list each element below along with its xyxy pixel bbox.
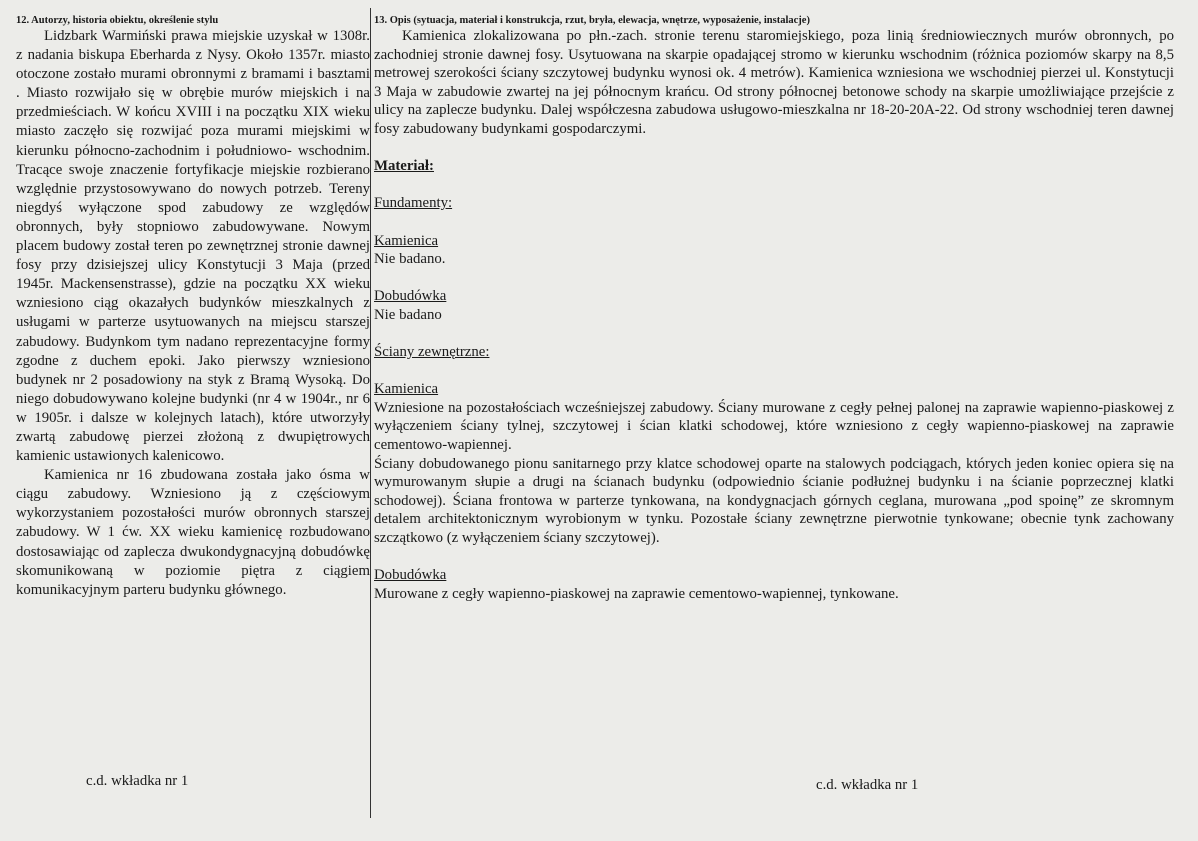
sciany-dobudowka-text: Murowane z cegły wapienno-piaskowej na zaprawie cementowo-wapiennej, tynkowane. [374,585,899,602]
location-paragraph: Kamienica zlokalizowana po płn.-zach. stronie terenu staromiejskiego, poza linią średniowiecznych murów obronnych, po zachodniej stronie dawnej fosy. Usytuowana na skarpie opadającej stromo w kierunku wschodnim (różnica poziomów skarpy na 8,5 metrowej szerokości ściany szczytowej budynku wynosi ok. 4 metrów). Kamienica wzniesiona we wschodniej pierzei ul. Konstytucji 3 Maja w zabudowie zwartej na jej północnym krańcu. Od strony północnej betonowe schody na skarpie umożliwiające przejście z ulicy na zaplecze budynku. Dalej współczesna zabudowa usługowo-mieszkalna nr 18-20-20A-22. Od strony wschodniej teren dawnej fosy zabudowany budynkami gospodarczymi. [374,28,1174,137]
sciany-kamienica-text-2: Ściany dobudowanego pionu sanitarnego przy klatce schodowej oparte na stalowych podciągach, których jeden koniec opiera się na wymurowanym słupie a drugi na ścianach budynku (odpowiednio ścianie podłużnej budynku i na ścianie poprzecznej klatki schodowej). Ściana frontowa w parterze tynkowana, na kondygnacjach górnych ceglana, murowana „pod spoinę” ze skromnym detalem architektonicznym wyrobionym w tynku. Pozostałe ściany zewnętrzne pierwotnie tynkowane; obecnie tynk zachowany szczątkowo (z wyłączeniem ściany szczytowej). [374,455,1174,547]
fundamenty-heading: Fundamenty: [374,195,453,212]
material-heading: Materiał: [374,158,434,175]
fundamenty-kamienica-label: Kamienica [374,232,439,249]
history-paragraph-1: Lidzbark Warmiński prawa miejskie uzyskał w 1308r. z nadania biskupa Eberharda z Nysy. Około 1357r. miasto otoczone zostało murami obronnymi z bramami i basztami . Miasto rozwijało się w obrębie murów miejskich i na przedmieściach. W końcu XVIII i na początku XIX wieku miasto zaczęło się rozwijać poza murami miejskimi w kierunku północno-zachodnim i południowo- wschodnim. Tracące swoje znaczenie fortyfikacje miejskie rozbierano względnie przystosowywano do nowych potrzeb. Tereny niegdyś wyłączone spod zabudowy ze względów obronnych, były stopniowo zabudowywane. Nowym placem budowy został teren po zewnętrznej stronie dawnej fosy przy dzisiejszej ulicy Konstytucji 3 Maja (przed 1945r. Mackensenstrasse), gdzie na początku XX wieku wzniesiono ciąg okazałych budynków mieszkalnych z usługami w parterze usytuowanych na miejscu starszej zabudowy. Budynkom tym nadano reprezentacyjne formy zgodne z duchem epoki. Jako pierwszy wzniesiono budynek nr 2 posadowiony na styk z Bramą Wysoką. Do niego dobudowywano kolejne budynki (nr 4 w 1904r., nr 6 w 1905r. i dalsze w kolejnych latach), które utworzyły zwartą zabudowę pierzei złożoną z dwupiętrowych kamienic ustawionych kalenicowo. [16,28,370,465]
description-text [374,27,1174,603]
sciany-kamienica-text-1: Wzniesione na pozostałościach wcześniejszej zabudowy. Ściany murowane z cegły pełnej palonej na zaprawie wapienno-piaskowej z wyłączeniem ściany tylnej, szczytowej i ścian klatki schodowej, które wzniesiono z cegły wapienno-piaskowej na zaprawie cementowo-wapiennej. [374,399,1174,454]
sciany-heading: Ściany zewnętrzne: [374,344,490,361]
right-column [374,14,1174,603]
history-paragraph-2: Kamienica nr 16 zbudowana została jako ósma w ciągu zabudowy. Wzniesiono ją z częściowym wykorzystaniem pozostałości murów obronnych starszej zabudowy. W 1 ćw. XX wieku kamienicę rozbudowano dostosawiając od zaplecza dwukondygnacyjną dobudówkę skomunikowaną w poziomie piętra z ciągiem komunikacyjnym parteru budynku głównego. [16,467,370,598]
sciany-kamienica-label: Kamienica [374,381,439,398]
sciany-dobudowka-label: Dobudówka [374,567,447,584]
left-continuation-note: c.d. wkładka nr 1 [86,773,189,789]
fundamenty-kamienica-text: Nie badano. [374,251,446,268]
column-divider [370,8,371,818]
fundamenty-dobudowka-text: Nie badano [374,306,442,323]
section-12-header: 12. Autorzy, historia obiektu, określenie stylu [16,15,219,26]
history-text [16,27,370,600]
section-13-header: 13. Opis (sytuacja, materiał i konstrukcja, rzut, bryła, elewacja, wnętrze, wyposażenie, instalacje) [374,15,810,26]
right-continuation-note: c.d. wkładka nr 1 [816,777,919,793]
fundamenty-dobudowka-label: Dobudówka [374,288,447,305]
left-column [16,14,370,600]
